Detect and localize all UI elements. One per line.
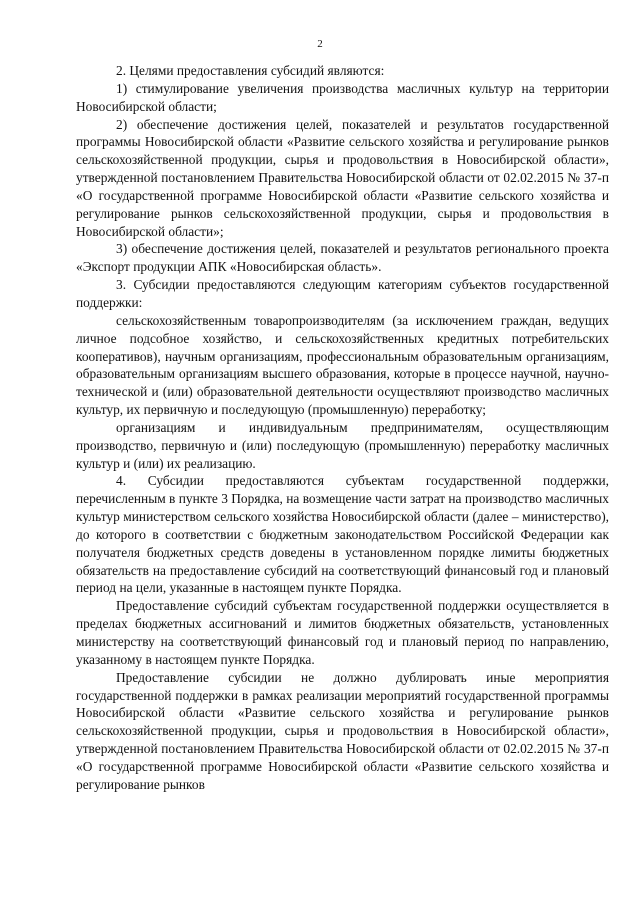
paragraph-section-4: 4. Субсидии предоставляются субъектам государственной поддержки, перечисленным в пункте 3 Порядка, на возмещение части затрат на производство масличных культур министерством сельского хозяйства Новосибирской области (далее – министерство), до которого в соответствии с бюджетным законодательством Российской Федерации как получателя бюджетных средств доведены в установленном порядке лимиты бюджетных обязательств на предоставление субсидий на соответствующий финансовый год и плановый период на цели, указанные в настоящем пункте Порядка. bbox=[76, 473, 609, 596]
paragraph-goal-2: 2) обеспечение достижения целей, показателей и результатов государственной программы Новосибирской области «Развитие сельского хозяйства и регулирование рынков сельскохозяйственной продукции, сырья и продовольствия в Новосибирской области», утвержденной постановлением Правительства Новосибирской области от 02.02.2015 № 37-п «О государственной программе Новосибирской области «Развитие сельского хозяйства и регулирование рынков сельскохозяйственной продукции, сырья и продовольствия в Новосибирской области»; bbox=[76, 116, 609, 239]
page-number: 2 bbox=[317, 38, 323, 50]
document-body bbox=[76, 62, 609, 794]
paragraph-section-3: 3. Субсидии предоставляются следующим категориям субъектов государственной поддержки: bbox=[76, 277, 609, 310]
paragraph-goal-3: 3) обеспечение достижения целей, показателей и результатов регионального проекта «Экспорт продукции АПК «Новосибирская область». bbox=[76, 241, 609, 275]
paragraph-category-2: организациям и индивидуальным предпринимателям, осуществляющим производство, первичную и (или) последующую (промышленную) переработку масличных культур и (или) их реализацию. bbox=[76, 419, 609, 471]
paragraph-category-1: сельскохозяйственным товаропроизводителям (за исключением граждан, ведущих личное подсобное хозяйство, и сельскохозяйственных кредитных потребительских кооперативов), научным организациям, профессиональным образовательным организациям, образовательным организациям высшего образования, которые в процессе научной, научно-технической и (или) образовательной деятельности осуществляют производство масличных культур, их первичную и последующую (промышленную) переработку; bbox=[76, 312, 609, 418]
paragraph-goal-1: 1) стимулирование увеличения производства масличных культур на территории Новосибирской области; bbox=[76, 80, 609, 114]
paragraph-budget-limits: Предоставление субсидий субъектам государственной поддержки осуществляется в пределах бюджетных ассигнований и лимитов бюджетных обязательств, установленных министерству на соответствующий финансовый год и плановый период по направлению, указанному в настоящем пункте Порядка. bbox=[76, 598, 609, 667]
paragraph-no-duplication: Предоставление субсидии не должно дублировать иные мероприятия государственной поддержки в рамках реализации мероприятий государственной программы Новосибирской области «Развитие сельского хозяйства и регулирование рынков сельскохозяйственной продукции, сырья и продовольствия в Новосибирской области», утвержденной постановлением Правительства Новосибирской области от 02.02.2015 № 37-п «О государственной программе Новосибирской области «Развитие сельского хозяйства и регулирование рынков bbox=[76, 669, 609, 792]
paragraph-goals-heading: 2. Целями предоставления субсидий являются: bbox=[116, 63, 385, 78]
